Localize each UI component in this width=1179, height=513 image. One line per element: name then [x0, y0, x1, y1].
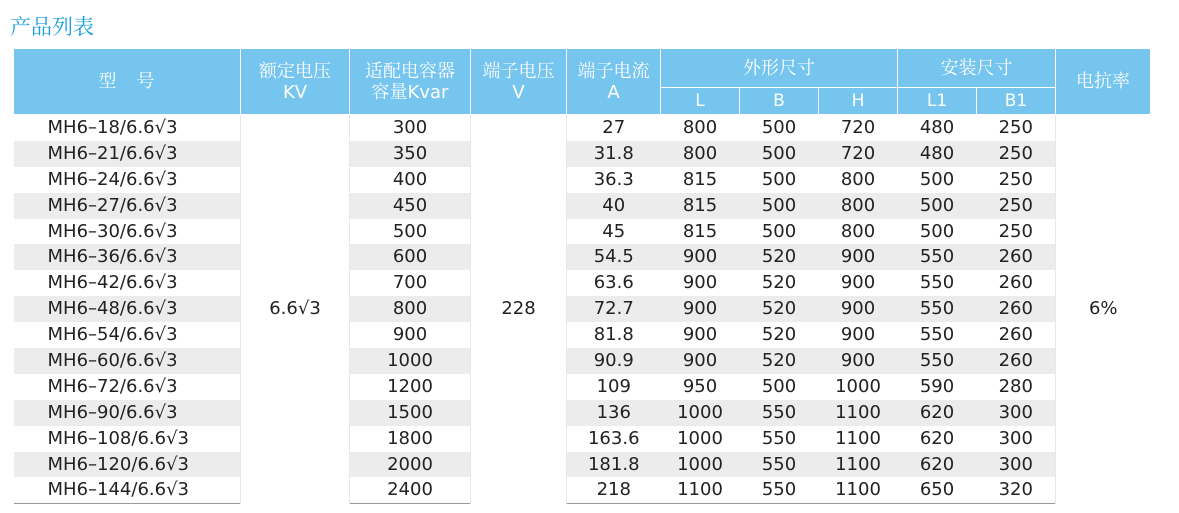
cell-install-l1: 550: [898, 296, 977, 322]
cell-outer-h: 720: [819, 141, 898, 167]
cell-current: 81.8: [567, 322, 661, 348]
cell-outer-h: 720: [819, 115, 898, 141]
cell-model: MH6–48/6.6√3: [14, 296, 241, 322]
cell-capacity: 600: [350, 244, 471, 270]
cell-outer-l: 1000: [661, 426, 740, 452]
header-outer-b: B: [740, 88, 819, 115]
cell-install-b1: 250: [977, 141, 1056, 167]
cell-outer-b: 550: [740, 452, 819, 478]
cell-outer-b: 520: [740, 322, 819, 348]
cell-capacity: 300: [350, 115, 471, 141]
cell-outer-b: 520: [740, 270, 819, 296]
table-row: [14, 244, 1151, 270]
cell-outer-h: 900: [819, 244, 898, 270]
cell-capacity: 500: [350, 219, 471, 245]
cell-outer-l: 815: [661, 219, 740, 245]
header-outer-h: H: [819, 88, 898, 115]
cell-outer-b: 500: [740, 219, 819, 245]
cell-outer-l: 900: [661, 322, 740, 348]
cell-capacity: 350: [350, 141, 471, 167]
header-rated-voltage-unit: KV: [282, 81, 308, 103]
cell-model: MH6–42/6.6√3: [14, 270, 241, 296]
cell-outer-h: 900: [819, 348, 898, 374]
cell-outer-b: 520: [740, 348, 819, 374]
header-reactance: 电抗率: [1056, 49, 1151, 115]
cell-outer-l: 815: [661, 193, 740, 219]
cell-outer-l: 1000: [661, 452, 740, 478]
table-row: [14, 115, 1151, 141]
cell-install-l1: 620: [898, 400, 977, 426]
cell-install-b1: 250: [977, 193, 1056, 219]
cell-outer-l: 800: [661, 115, 740, 141]
cell-outer-h: 800: [819, 219, 898, 245]
table-row: [14, 270, 1151, 296]
cell-current: 54.5: [567, 244, 661, 270]
cell-model: MH6–24/6.6√3: [14, 167, 241, 193]
cell-model: MH6–108/6.6√3: [14, 426, 241, 452]
cell-model: MH6–36/6.6√3: [14, 244, 241, 270]
cell-current: 45: [567, 219, 661, 245]
table-row: [14, 296, 1151, 322]
cell-install-l1: 500: [898, 167, 977, 193]
cell-outer-h: 1000: [819, 374, 898, 400]
cell-outer-b: 520: [740, 244, 819, 270]
cell-current: 90.9: [567, 348, 661, 374]
cell-install-b1: 260: [977, 296, 1056, 322]
cell-capacity: 1500: [350, 400, 471, 426]
cell-outer-b: 500: [740, 193, 819, 219]
cell-install-b1: 300: [977, 426, 1056, 452]
cell-install-l1: 650: [898, 477, 977, 503]
cell-model: MH6–27/6.6√3: [14, 193, 241, 219]
table-row: [14, 426, 1151, 452]
header-terminal-voltage: [471, 49, 567, 115]
header-terminal-voltage-label: 端子电压: [482, 60, 555, 82]
cell-outer-l: 900: [661, 348, 740, 374]
header-terminal-current-label: 端子电流: [577, 60, 650, 82]
cell-current: 63.6: [567, 270, 661, 296]
header-install-size: 安装尺寸: [898, 49, 1056, 88]
cell-install-b1: 250: [977, 167, 1056, 193]
table-row: [14, 477, 1151, 503]
cell-current: 31.8: [567, 141, 661, 167]
cell-current: 27: [567, 115, 661, 141]
cell-current: 218: [567, 477, 661, 503]
cell-install-b1: 260: [977, 348, 1056, 374]
table-row: [14, 400, 1151, 426]
table-row: [14, 141, 1151, 167]
cell-outer-l: 900: [661, 296, 740, 322]
cell-install-l1: 590: [898, 374, 977, 400]
cell-current: 36.3: [567, 167, 661, 193]
cell-install-l1: 500: [898, 219, 977, 245]
cell-outer-b: 500: [740, 167, 819, 193]
table-row: [14, 374, 1151, 400]
table-row: [14, 322, 1151, 348]
cell-install-l1: 620: [898, 426, 977, 452]
cell-outer-l: 900: [661, 270, 740, 296]
cell-reactance: 6%: [1056, 115, 1151, 504]
cell-install-b1: 320: [977, 477, 1056, 503]
cell-current: 40: [567, 193, 661, 219]
cell-current: 136: [567, 400, 661, 426]
cell-capacity: 2400: [350, 477, 471, 503]
cell-outer-l: 900: [661, 244, 740, 270]
table-row: [14, 348, 1151, 374]
cell-install-b1: 250: [977, 115, 1056, 141]
cell-outer-b: 500: [740, 115, 819, 141]
cell-install-l1: 480: [898, 141, 977, 167]
cell-outer-b: 520: [740, 296, 819, 322]
cell-install-l1: 500: [898, 193, 977, 219]
cell-current: 109: [567, 374, 661, 400]
cell-capacity: 800: [350, 296, 471, 322]
cell-outer-h: 800: [819, 167, 898, 193]
cell-outer-h: 1100: [819, 400, 898, 426]
cell-outer-h: 900: [819, 270, 898, 296]
cell-current: 181.8: [567, 452, 661, 478]
cell-outer-b: 550: [740, 400, 819, 426]
table-row: [14, 167, 1151, 193]
header-rated-voltage: [241, 49, 350, 115]
cell-model: MH6–72/6.6√3: [14, 374, 241, 400]
header-install-l1: L1: [898, 88, 977, 115]
table-row: [14, 193, 1151, 219]
cell-outer-b: 500: [740, 374, 819, 400]
cell-install-b1: 260: [977, 270, 1056, 296]
cell-outer-h: 1100: [819, 426, 898, 452]
cell-rated-voltage: 6.6√3: [241, 115, 350, 504]
cell-install-b1: 300: [977, 400, 1056, 426]
cell-install-b1: 260: [977, 322, 1056, 348]
header-outer-l: L: [661, 88, 740, 115]
cell-outer-l: 815: [661, 167, 740, 193]
cell-outer-h: 1100: [819, 452, 898, 478]
header-terminal-voltage-unit: V: [512, 81, 525, 103]
cell-model: MH6–90/6.6√3: [14, 400, 241, 426]
header-capacity-unit: 容量Kvar: [371, 81, 449, 103]
cell-model: MH6–120/6.6√3: [14, 452, 241, 478]
cell-model: MH6–21/6.6√3: [14, 141, 241, 167]
cell-outer-l: 950: [661, 374, 740, 400]
cell-install-b1: 250: [977, 219, 1056, 245]
cell-terminal-voltage: 228: [471, 115, 567, 504]
cell-install-b1: 280: [977, 374, 1056, 400]
cell-install-l1: 550: [898, 270, 977, 296]
cell-install-l1: 620: [898, 452, 977, 478]
table-row: [14, 452, 1151, 478]
cell-install-b1: 300: [977, 452, 1056, 478]
cell-model: MH6–30/6.6√3: [14, 219, 241, 245]
cell-current: 163.6: [567, 426, 661, 452]
header-capacity: [350, 49, 471, 115]
cell-current: 72.7: [567, 296, 661, 322]
header-rated-voltage-label: 额定电压: [259, 60, 331, 82]
cell-capacity: 2000: [350, 452, 471, 478]
cell-capacity: 450: [350, 193, 471, 219]
cell-capacity: 400: [350, 167, 471, 193]
cell-model: MH6–18/6.6√3: [14, 115, 241, 141]
table-body: [14, 115, 1151, 504]
header-model: 型 号: [14, 49, 241, 115]
cell-model: MH6–54/6.6√3: [14, 322, 241, 348]
cell-outer-h: 900: [819, 322, 898, 348]
product-table: [13, 48, 1151, 504]
cell-install-l1: 480: [898, 115, 977, 141]
cell-model: MH6–144/6.6√3: [14, 477, 241, 503]
cell-outer-b: 500: [740, 141, 819, 167]
header-outer-size: 外形尺寸: [661, 49, 898, 88]
header-terminal-current-unit: A: [607, 81, 620, 103]
header-capacity-label: 适配电容器: [365, 60, 455, 82]
table-row: [14, 219, 1151, 245]
cell-outer-b: 550: [740, 477, 819, 503]
cell-capacity: 700: [350, 270, 471, 296]
cell-capacity: 1200: [350, 374, 471, 400]
cell-install-l1: 550: [898, 244, 977, 270]
cell-install-l1: 550: [898, 348, 977, 374]
cell-install-b1: 260: [977, 244, 1056, 270]
cell-outer-b: 550: [740, 426, 819, 452]
cell-outer-l: 1000: [661, 400, 740, 426]
cell-capacity: 1800: [350, 426, 471, 452]
cell-capacity: 1000: [350, 348, 471, 374]
cell-outer-h: 1100: [819, 477, 898, 503]
header-terminal-current: [567, 49, 661, 115]
cell-outer-h: 800: [819, 193, 898, 219]
page-title: 产品列表: [10, 15, 94, 39]
cell-capacity: 900: [350, 322, 471, 348]
header-install-b1: B1: [977, 88, 1056, 115]
cell-outer-l: 800: [661, 141, 740, 167]
cell-outer-l: 1100: [661, 477, 740, 503]
cell-model: MH6–60/6.6√3: [14, 348, 241, 374]
cell-install-l1: 550: [898, 322, 977, 348]
cell-outer-h: 900: [819, 296, 898, 322]
